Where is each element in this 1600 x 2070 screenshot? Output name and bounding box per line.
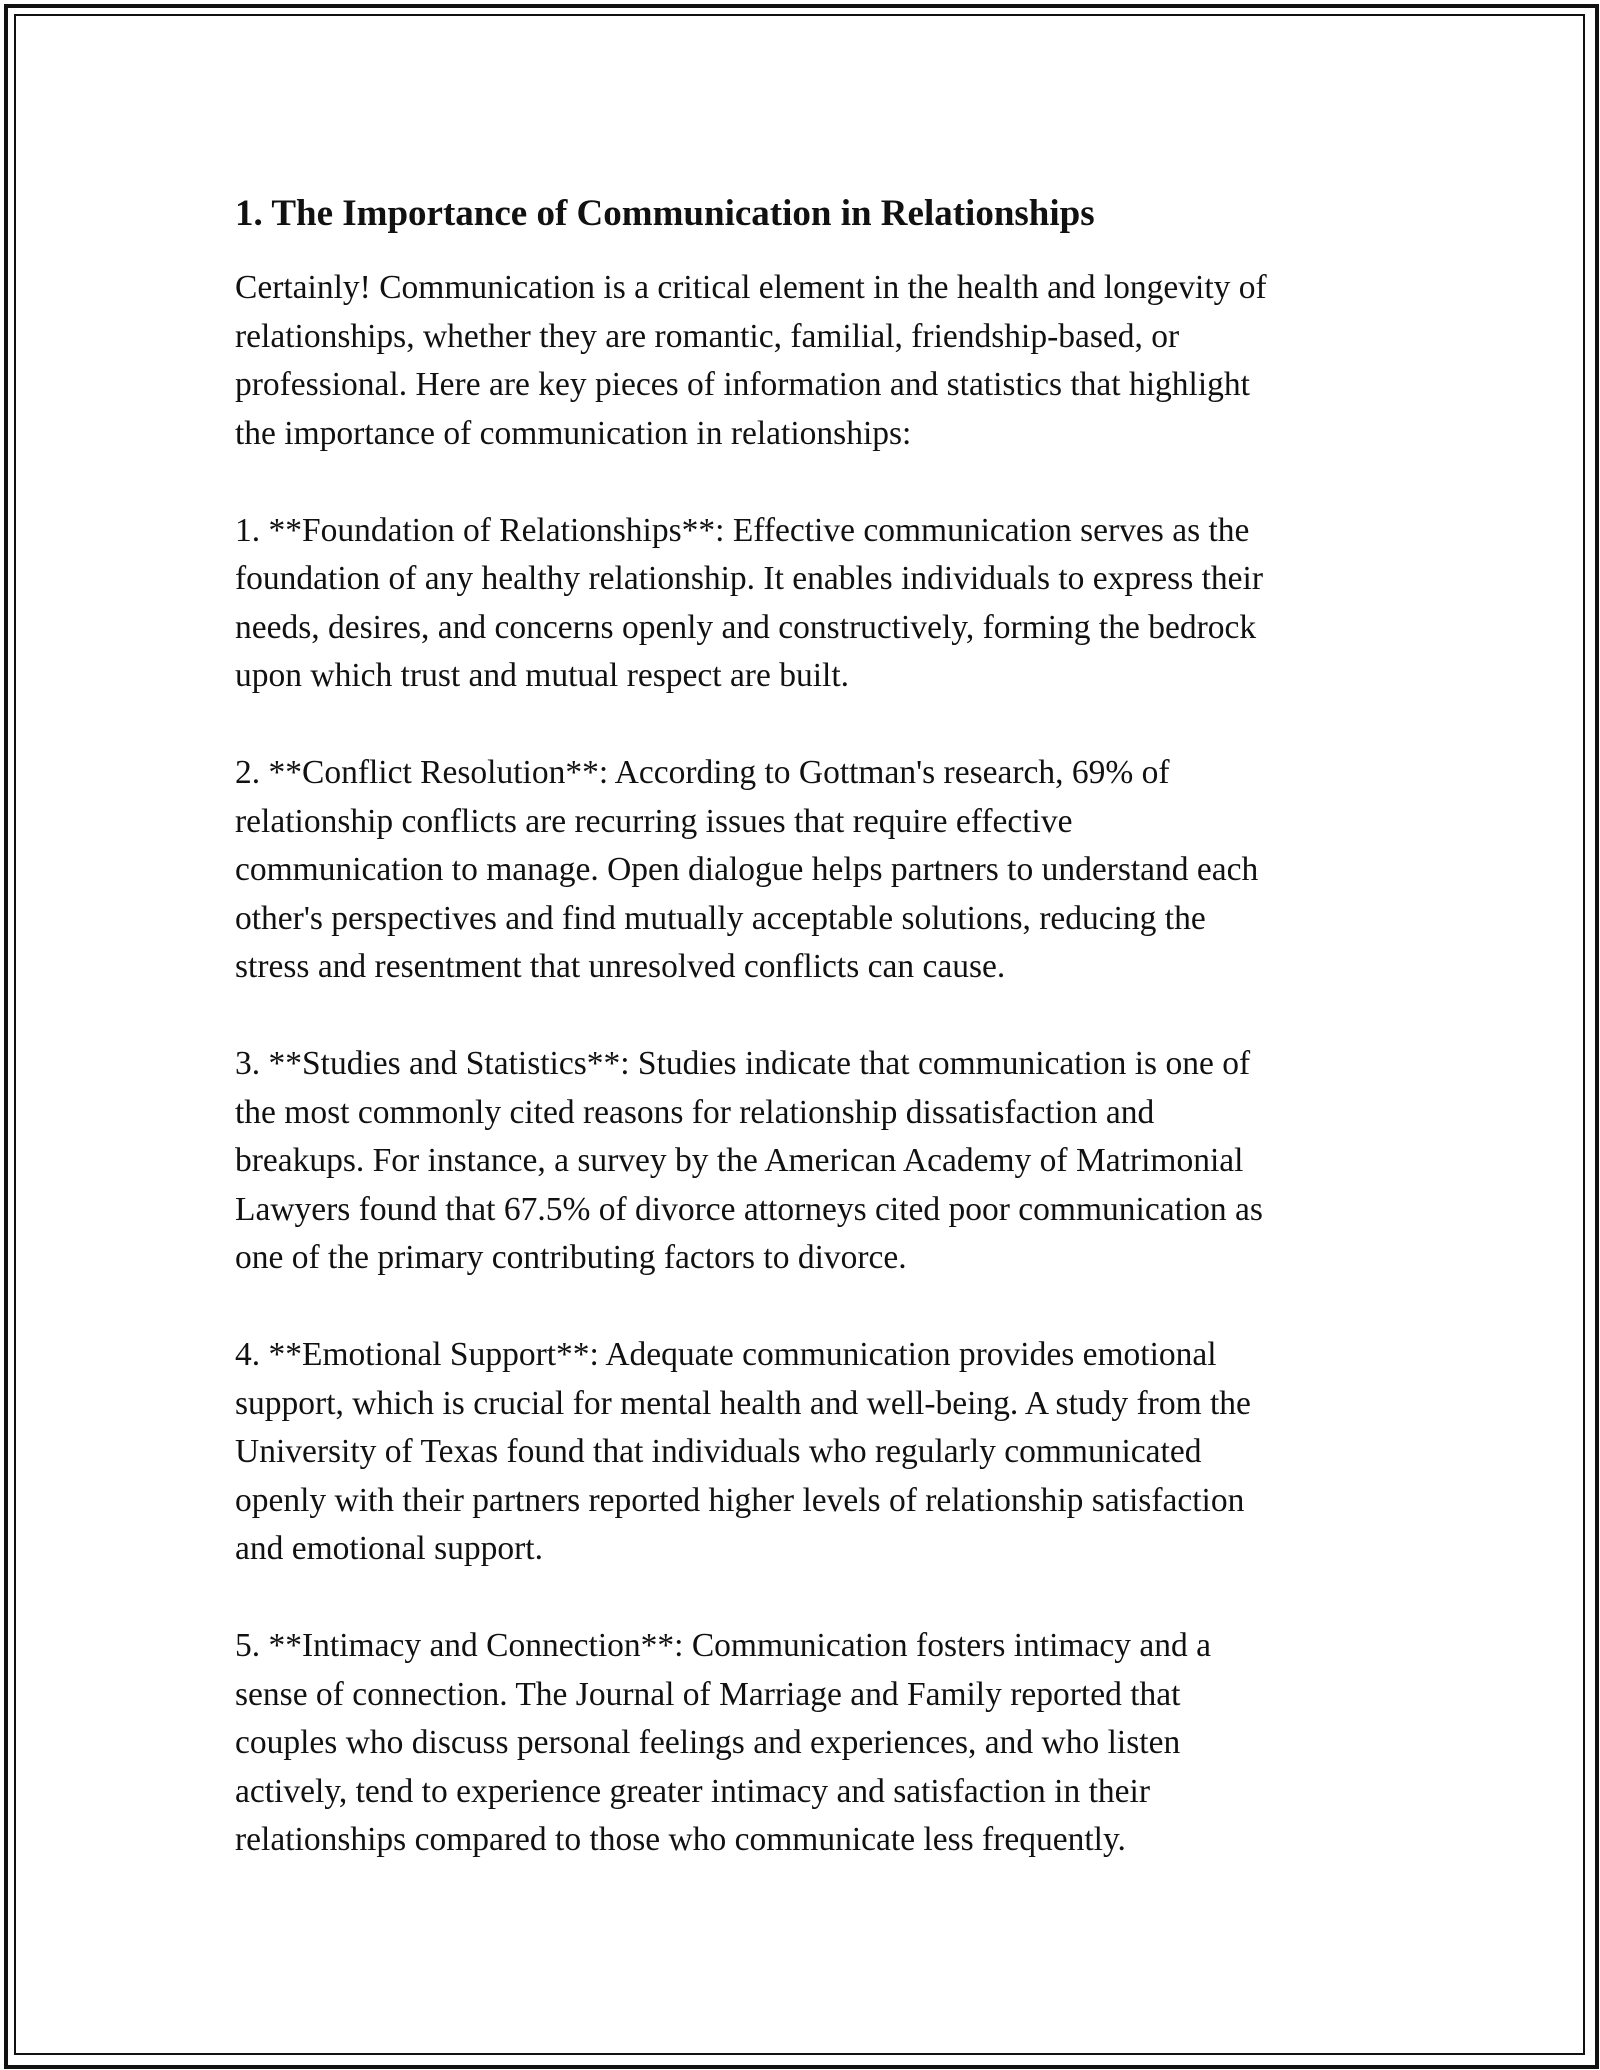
point-emotional-support-paragraph: 4. **Emotional Support**: Adequate communication provides emotional support, which is crucial for mental health and well-being. A study from the University of Texas found that individuals who regularly communicated openly with their partners reported higher levels of relationship satisfaction and emotional support. [235,1336,1251,1567]
document-title: 1. The Importance of Communication in Relationships [235,193,1095,234]
intro-paragraph: Certainly! Communication is a critical element in the health and longevity of relationships, whether they are romantic, familial, friendship-based, or professional. Here are key pieces of information and statistics that highlight the importance of communication in relationships: [235,269,1267,452]
document-body [235,186,1375,1913]
point-studies-statistics-paragraph: 3. **Studies and Statistics**: Studies indicate that communication is one of the most commonly cited reasons for relationship dissatisfaction and breakups. For instance, a survey by the American Academy of Matrimonial Lawyers found that 67.5% of divorce attorneys cited poor communication as one of the primary contributing factors to divorce. [235,1045,1263,1276]
point-conflict-resolution-paragraph: 2. **Conflict Resolution**: According to Gottman's research, 69% of relationship conflicts are recurring issues that require effective communication to manage. Open dialogue helps partners to understand each other's perspectives and find mutually acceptable solutions, reducing the stress and resentment that unresolved conflicts can cause. [235,754,1259,985]
point-intimacy-connection-paragraph: 5. **Intimacy and Connection**: Communication fosters intimacy and a sense of connection. The Journal of Marriage and Family reported that couples who discuss personal feelings and experiences, and who listen actively, tend to experience greater intimacy and satisfaction in their relationships compared to those who communicate less frequently. [235,1627,1211,1858]
point-foundation-paragraph: 1. **Foundation of Relationships**: Effective communication serves as the foundation of any healthy relationship. It enables individuals to express their needs, desires, and concerns openly and constructively, forming the bedrock upon which trust and mutual respect are built. [235,511,1264,694]
